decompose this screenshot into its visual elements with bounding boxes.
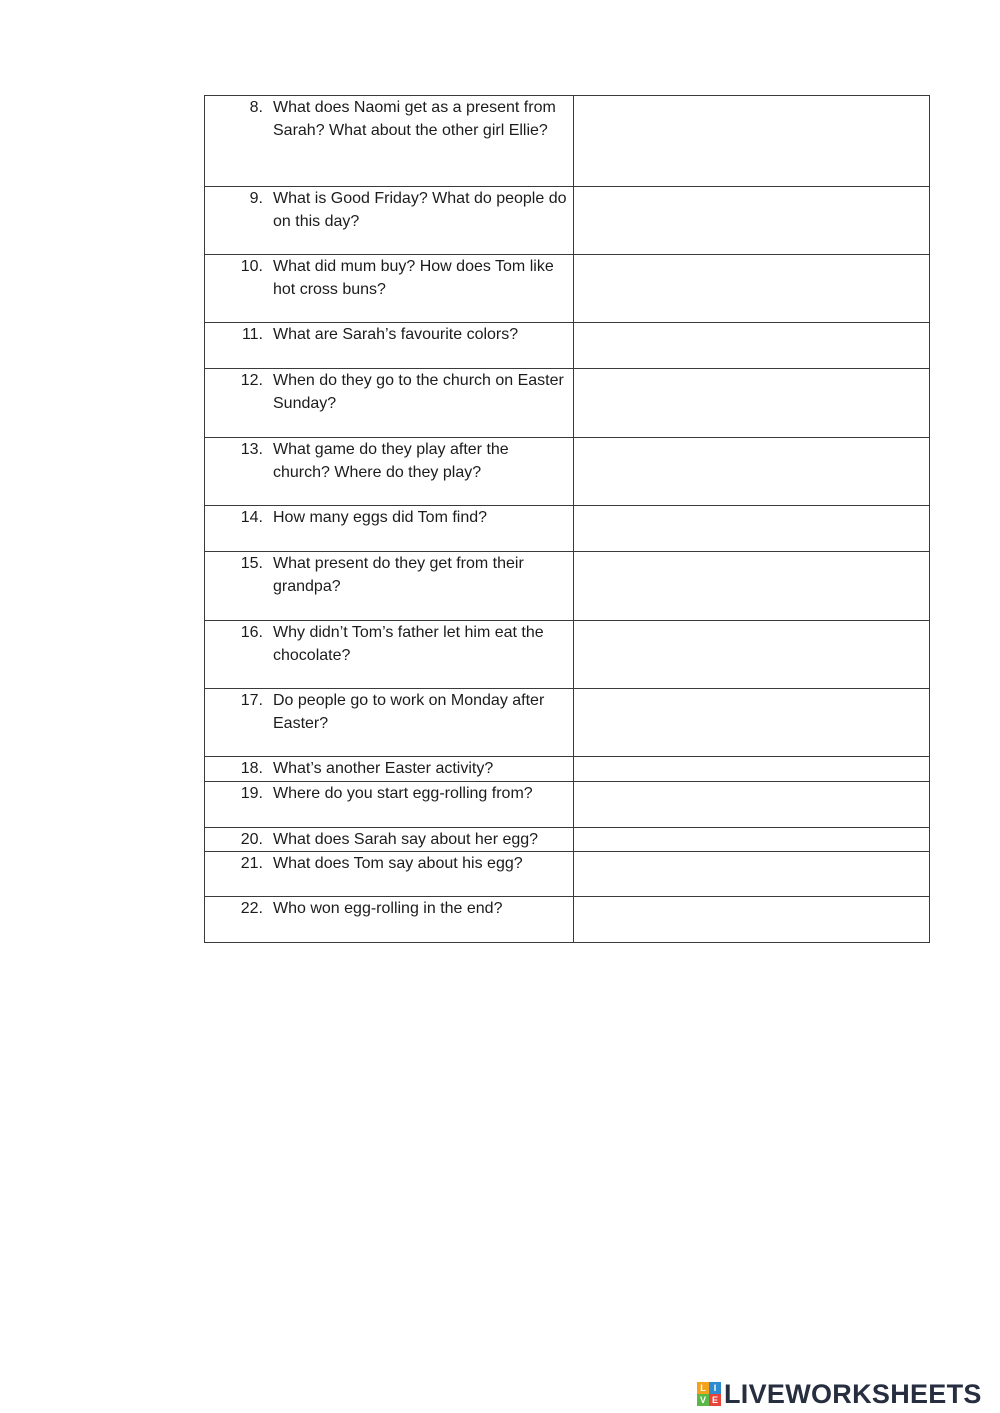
question-cell xyxy=(205,552,574,621)
answer-cell[interactable] xyxy=(574,369,930,438)
question-text: What present do they get from their grandpa? xyxy=(273,555,524,595)
question-cell xyxy=(205,852,574,897)
question-text: What did mum buy? How does Tom like hot cross buns? xyxy=(273,258,554,298)
question-text: Do people go to work on Monday after Easter? xyxy=(273,692,545,732)
question-number: 12. xyxy=(240,372,263,389)
question-number: 16. xyxy=(240,624,263,641)
table-row xyxy=(205,852,930,897)
table-row xyxy=(205,96,930,187)
answer-cell[interactable] xyxy=(574,438,930,506)
logo-letter: I xyxy=(709,1382,721,1394)
table-row xyxy=(205,369,930,438)
answer-cell[interactable] xyxy=(574,852,930,897)
logo-letter: E xyxy=(709,1394,721,1406)
question-number: 18. xyxy=(240,760,263,777)
answer-cell[interactable] xyxy=(574,621,930,689)
question-text: What’s another Easter activity? xyxy=(273,760,494,777)
question-cell xyxy=(205,96,574,187)
question-text: What is Good Friday? What do people do on this day? xyxy=(273,190,567,230)
question-number: 19. xyxy=(240,784,263,802)
question-text: What does Sarah say about her egg? xyxy=(273,830,539,848)
question-number: 9. xyxy=(249,190,263,207)
table-row xyxy=(205,621,930,689)
answer-cell[interactable] xyxy=(574,187,930,255)
question-text: What game do they play after the church? Where do they play? xyxy=(273,441,509,481)
question-number: 11. xyxy=(241,326,263,343)
table-row xyxy=(205,552,930,621)
answer-cell[interactable] xyxy=(574,781,930,827)
question-number: 14. xyxy=(240,509,263,526)
question-text: What are Sarah’s favourite colors? xyxy=(273,326,519,343)
question-cell xyxy=(205,506,574,552)
answer-cell[interactable] xyxy=(574,255,930,323)
question-cell xyxy=(205,187,574,255)
table-row xyxy=(205,255,930,323)
questions-table xyxy=(204,95,930,943)
question-number: 20. xyxy=(240,830,263,848)
question-cell xyxy=(205,897,574,943)
question-number: 8. xyxy=(249,99,263,116)
table-row xyxy=(205,438,930,506)
answer-cell[interactable] xyxy=(574,827,930,852)
question-number: 15. xyxy=(240,555,263,572)
question-cell xyxy=(205,621,574,689)
logo-squares-icon xyxy=(697,1382,721,1406)
question-cell xyxy=(205,323,574,369)
question-cell xyxy=(205,255,574,323)
table-row xyxy=(205,187,930,255)
question-number: 10. xyxy=(240,258,263,275)
liveworksheets-logo[interactable] xyxy=(697,1377,982,1411)
question-text: What does Tom say about his egg? xyxy=(273,855,523,872)
logo-letter: V xyxy=(697,1394,709,1406)
question-cell xyxy=(205,827,574,852)
question-cell xyxy=(205,781,574,827)
question-number: 17. xyxy=(240,692,263,709)
table-row xyxy=(205,897,930,943)
question-number: 13. xyxy=(240,441,263,458)
question-number: 22. xyxy=(240,900,263,917)
question-number: 21. xyxy=(240,855,263,872)
table-row xyxy=(205,323,930,369)
logo-text: LIVEWORKSHEETS xyxy=(724,1378,982,1409)
answer-cell[interactable] xyxy=(574,689,930,757)
question-text: How many eggs did Tom find? xyxy=(273,509,488,526)
question-cell xyxy=(205,369,574,438)
question-text: Who won egg-rolling in the end? xyxy=(273,900,503,917)
question-text: Why didn’t Tom’s father let him eat the chocolate? xyxy=(273,624,544,664)
question-text: What does Naomi get as a present from Sarah? What about the other girl Ellie? xyxy=(273,99,556,139)
answer-cell[interactable] xyxy=(574,897,930,943)
table-row xyxy=(205,757,930,782)
question-text: When do they go to the church on Easter Sunday? xyxy=(273,372,564,412)
answer-cell[interactable] xyxy=(574,96,930,187)
answer-cell[interactable] xyxy=(574,323,930,369)
table-row xyxy=(205,781,930,827)
table-row xyxy=(205,506,930,552)
table-row xyxy=(205,827,930,852)
answer-cell[interactable] xyxy=(574,757,930,782)
question-cell xyxy=(205,689,574,757)
table-row xyxy=(205,689,930,757)
answer-cell[interactable] xyxy=(574,506,930,552)
question-cell xyxy=(205,438,574,506)
logo-letter: L xyxy=(697,1382,709,1394)
question-text: Where do you start egg-rolling from? xyxy=(273,784,533,802)
question-cell xyxy=(205,757,574,782)
answer-cell[interactable] xyxy=(574,552,930,621)
